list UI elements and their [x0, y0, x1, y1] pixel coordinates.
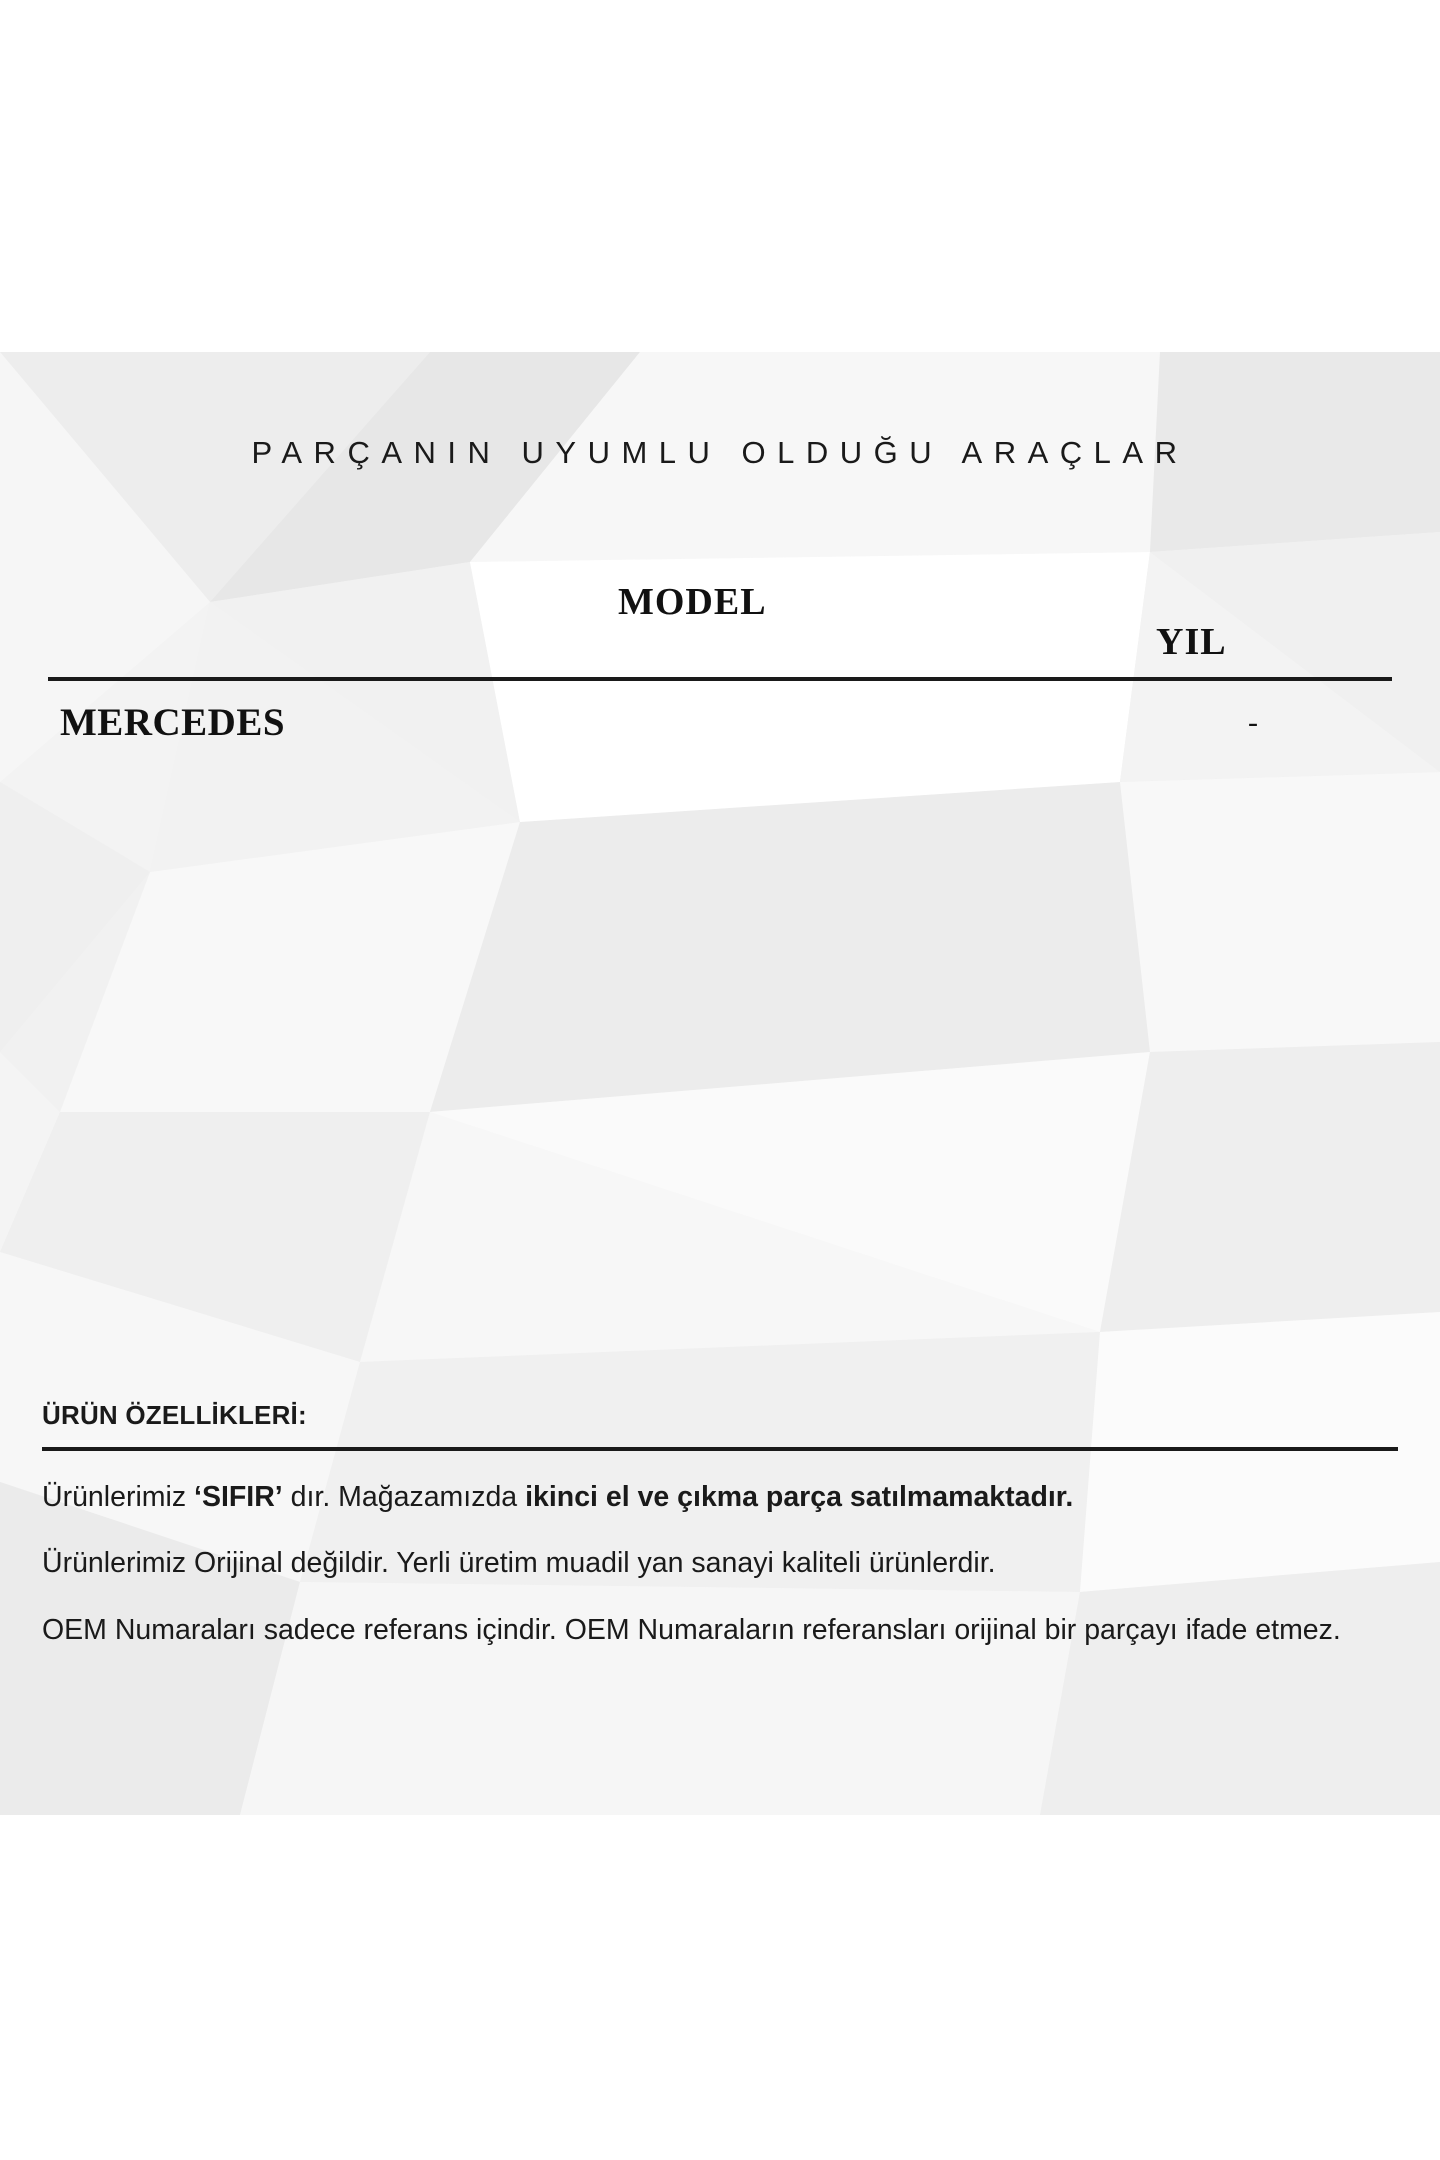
feature-emphasis: ikinci el ve çıkma parça satılmamaktadır.: [525, 1481, 1074, 1513]
page-title: PARÇANIN UYUMLU OLDUĞU ARAÇLAR: [251, 435, 1189, 470]
top-white-band: [0, 0, 1440, 352]
feature-text: dır. Mağazamızda: [282, 1481, 526, 1513]
product-features-section: [42, 1400, 1398, 1676]
table-row: [48, 700, 1392, 760]
features-divider: [42, 1447, 1398, 1451]
cell-year: -: [1248, 706, 1258, 739]
feature-line: [42, 1543, 1372, 1583]
column-header-year: YIL: [1156, 621, 1227, 663]
table-header-row: [48, 560, 1392, 666]
column-header-model: MODEL: [618, 581, 767, 623]
bottom-white-band: [0, 1815, 1440, 2160]
features-list: [42, 1477, 1398, 1650]
feature-text: Ürünlerimiz Orijinal değildir. Yerli üretim muadil yan sanayi kaliteli ürünlerdir.: [42, 1547, 996, 1580]
feature-text: Ürünlerimiz: [42, 1481, 195, 1513]
header-divider: [48, 677, 1392, 681]
cell-brand: MERCEDES: [60, 701, 286, 744]
feature-emphasis: ‘SIFIR’: [194, 1481, 283, 1513]
features-title: ÜRÜN ÖZELLİKLERİ:: [42, 1400, 307, 1430]
feature-text: OEM Numaraları sadece referans içindir. OEM Numaraların referansları orijinal bir parçayı ifade etmez.: [42, 1613, 1341, 1646]
feature-line: [42, 1610, 1372, 1650]
compatible-vehicles-table: [48, 560, 1392, 744]
feature-line: [42, 1477, 1372, 1517]
